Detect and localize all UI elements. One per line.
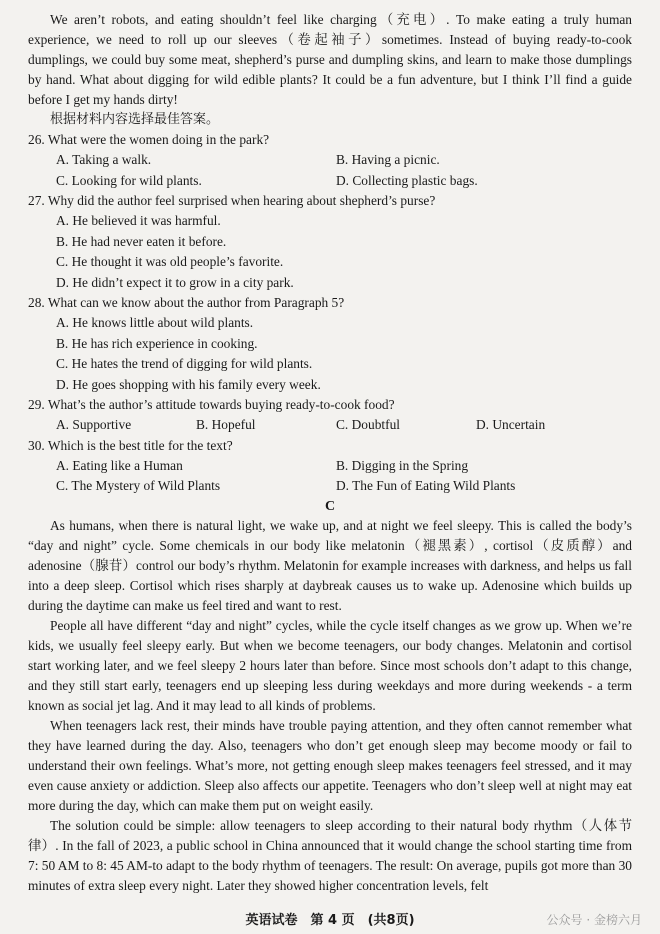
question-stem: 30. Which is the best title for the text? [28, 437, 233, 453]
option-d: D. He didn’t expect it to grow in a city park. [56, 274, 294, 290]
option-c: C. He thought it was old people’s favorite. [56, 254, 284, 269]
option-d: D. Collecting plastic bags. [336, 172, 478, 188]
passage-c-paragraph-4: The solution could be simple: allow teenagers to sleep according to their natural body rhythm（人体节律）. In the fall of 2023, a public school in China announced that it would change the school starting time from 7: 50 AM to 8: 45 AM-to adapt to the body rhythm of teenagers. The result: On average, pupils got more than 30 minutes of extra sleep every night. Later they showed higher concentration levels, felt [28, 817, 632, 893]
page-footer: 英语试卷 第 4 页 (共8页) [245, 913, 415, 928]
option-b: B. He had never eaten it before. [56, 233, 227, 249]
option-b: B. Hopeful [196, 417, 256, 432]
option-d: D. The Fun of Eating Wild Plants [336, 478, 516, 493]
question-stem: 28. What can we know about the author from Paragraph 5? [28, 295, 345, 310]
passage-c-paragraph-2: People all have different “day and night” cycles, while the cycle itself changes as we grow up. When we’re kids, we usually feel sleepy early. But when we become teenagers, our body changes. Melatonin and cortisol start working later, and we feel sleepy 2 hours later than before. Since most schools don’t adapt to this change, and they still start early, teenagers end up sleeping less during weekdays and more during weekends - a term known as social jet lag. And it may lead to all kinds of problems. [28, 617, 632, 713]
question-stem: 26. What were the women doing in the park? [28, 132, 270, 147]
question-26 [28, 130, 632, 191]
option-a: A. Taking a walk. [56, 152, 152, 167]
question-28 [28, 293, 632, 395]
section-heading: C [324, 498, 336, 514]
question-stem: 29. What’s the author’s attitude towards buying ready-to-cook food? [28, 397, 395, 412]
question-30 [28, 436, 632, 497]
option-c: C. The Mystery of Wild Plants [56, 478, 221, 493]
option-c: C. Doubtful [336, 417, 400, 432]
option-a: A. He knows little about wild plants. [56, 315, 254, 330]
option-a: A. Supportive [56, 417, 132, 432]
option-d: D. Uncertain [476, 417, 546, 432]
option-b: B. Having a picnic. [336, 152, 440, 167]
passage-b-final-paragraph: We aren’t robots, and eating shouldn’t feel like charging（充电）. To make eating a truly human experience, we need to roll up our sleeves（卷起袖子）sometimes. Instead of buying ready-to-cook dumplings, we could buy some meat, shepherd’s purse and dumpling skins, and learn to make those dumplings by hand. What about digging for wild edible plants? It could be a fun adventure, but I think I’ll find a guide before I get my hands dirty! [28, 12, 632, 107]
option-a: A. Eating like a Human [56, 457, 183, 473]
question-27 [28, 191, 632, 293]
question-29 [28, 395, 632, 436]
instruction: 根据材料内容选择最佳答案。 [50, 112, 220, 127]
option-b: B. Digging in the Spring [336, 457, 469, 473]
option-a: A. He believed it was harmful. [56, 213, 221, 228]
option-c: C. Looking for wild plants. [56, 172, 202, 188]
option-c: C. He hates the trend of digging for wild plants. [56, 356, 313, 371]
question-stem: 27. Why did the author feel surprised when hearing about shepherd’s purse? [28, 193, 436, 208]
passage-c-paragraph-3: When teenagers lack rest, their minds have trouble paying attention, and they often cannot remember what they have learned during the day. Also, teenagers who don’t get enough sleep may become moody or fail to understand their own feelings. What’s more, not getting enough sleep makes teenagers feel stressed, and it may even cause anxiety or addiction. Sleep also affects our appetite. Teenagers who don’t sleep well at night may eat more during the day, which can make them put on weight easily. [28, 717, 632, 813]
watermark: 公众号 · 金榜六月 [546, 913, 642, 927]
passage-c-paragraph-1: As humans, when there is natural light, we wake up, and at night we feel sleepy. This is called the body’s “day and night” cycle. Some chemicals in our body like melatonin（褪黑素）, cortisol（皮质醇）and adenosine（腺苷）control our body’s rhythm. Melatonin for example increases with darkness, and helps us fall into a deep sleep. Cortisol which rises sharply at daybreak causes us to wake up. Adenosine which builds up during the daytime can make us feel tired and want to rest. [28, 517, 632, 613]
option-d: D. He goes shopping with his family every week. [56, 376, 321, 392]
option-b: B. He has rich experience in cooking. [56, 335, 258, 351]
